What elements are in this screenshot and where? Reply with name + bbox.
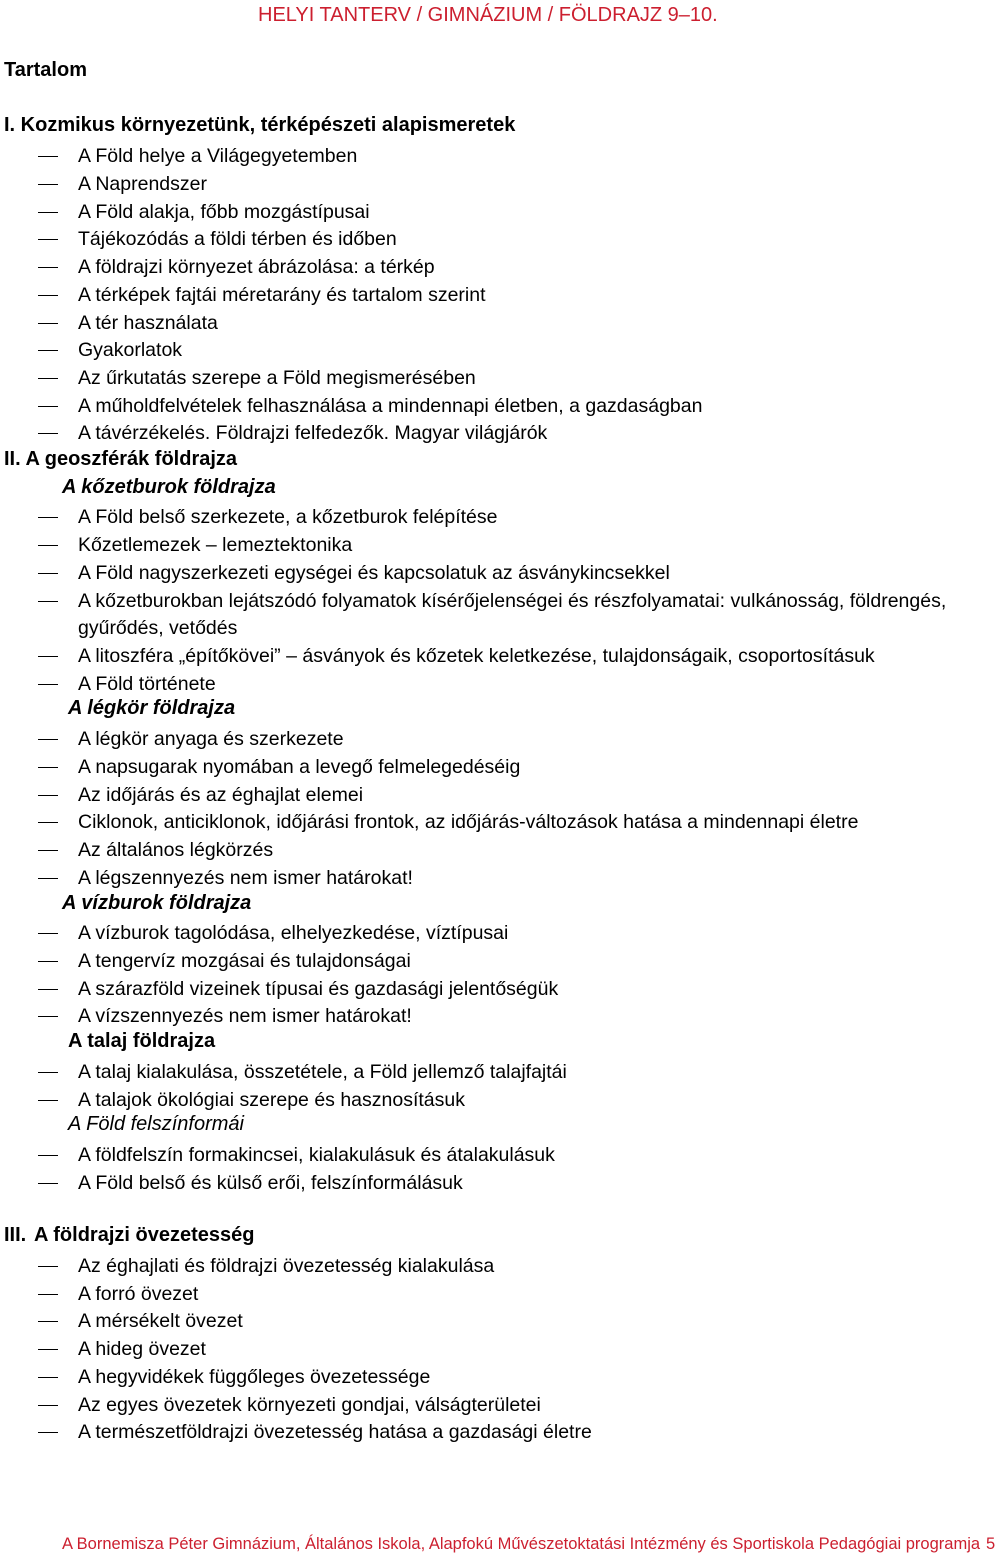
list-item: A szárazföld vizeinek típusai és gazdasági jelentőségük xyxy=(0,975,960,1003)
list-item: Az egyes övezetek környezeti gondjai, válságterületei xyxy=(0,1391,960,1419)
list-item: Az éghajlati és földrajzi övezetesség kialakulása xyxy=(0,1252,960,1280)
list-item: Ciklonok, anticiklonok, időjárási frontok, az időjárás-változások hatása a mindennapi életre xyxy=(0,808,960,836)
section-3-number: III. xyxy=(4,1224,27,1246)
dash-marker xyxy=(38,350,58,351)
dash-marker xyxy=(38,739,58,740)
dash-marker xyxy=(38,1349,58,1350)
list-item: A kőzetburokban lejátszódó folyamatok kísérőjelenségei és részfolyamatai: vulkánosság, földrengés, xyxy=(0,587,960,615)
dash-marker xyxy=(38,1377,58,1378)
list-item: Az űrkutatás szerepe a Föld megismerésében xyxy=(0,364,960,392)
page-footer xyxy=(62,1535,995,1554)
list-item: A Föld helye a Világegyetemben xyxy=(0,142,960,170)
footer-text: A Bornemisza Péter Gimnázium, Általános Iskola, Alapfokú Művészetoktatási Intézmény és Sportiskola Pedagógiai programja xyxy=(62,1535,981,1553)
list-item: A napsugarak nyomában a levegő felmelegedéséig xyxy=(0,753,960,781)
page-number: 5 xyxy=(986,1535,995,1553)
dash-marker xyxy=(38,1294,58,1295)
dash-marker xyxy=(38,822,58,823)
list-item: A vízszennyezés nem ismer határokat! xyxy=(0,1002,960,1030)
list-item: A forró övezet xyxy=(0,1280,960,1308)
dash-marker xyxy=(38,1100,58,1101)
dash-marker xyxy=(38,212,58,213)
dash-marker xyxy=(38,1432,58,1433)
section-3-title: A földrajzi övezetesség xyxy=(34,1224,255,1246)
list-item: Gyakorlatok xyxy=(0,336,960,364)
dash-marker xyxy=(38,989,58,990)
dash-marker xyxy=(38,1321,58,1322)
subsection-title-legkor: A légkör földrajza xyxy=(68,697,236,719)
list-item: A légszennyezés nem ismer határokat! xyxy=(0,864,960,892)
list-item: A légkör anyaga és szerkezete xyxy=(0,725,960,753)
list-item: Az időjárás és az éghajlat elemei xyxy=(0,781,960,809)
dash-marker xyxy=(38,433,58,434)
subsection-title-vizburok: A vízburok földrajza xyxy=(62,892,252,914)
dash-marker xyxy=(38,656,58,657)
subsection-title-kozetburok: A kőzetburok földrajza xyxy=(62,476,276,498)
dash-marker xyxy=(38,601,58,602)
dash-marker xyxy=(38,378,58,379)
list-item: A vízburok tagolódása, elhelyezkedése, víztípusai xyxy=(0,919,960,947)
dash-marker xyxy=(38,684,58,685)
dash-marker xyxy=(38,156,58,157)
dash-marker xyxy=(38,1016,58,1017)
subsection-title-talaj: A talaj földrajza xyxy=(68,1030,216,1052)
dash-marker xyxy=(38,961,58,962)
dash-marker xyxy=(38,1266,58,1267)
dash-marker xyxy=(38,1072,58,1073)
list-item: A Föld alakja, főbb mozgástípusai xyxy=(0,198,960,226)
list-item: A Föld belső szerkezete, a kőzetburok felépítése xyxy=(0,503,960,531)
list-item: A természetföldrajzi övezetesség hatása a gazdasági életre xyxy=(0,1418,960,1446)
list-item: A hegyvidékek függőleges övezetessége xyxy=(0,1363,960,1391)
list-item: A Naprendszer xyxy=(0,170,960,198)
section-1-title: I. Kozmikus környezetünk, térképészeti alapismeretek xyxy=(4,114,516,136)
toc-title: Tartalom xyxy=(4,59,87,81)
list-item-continuation: gyűrődés, vetődés xyxy=(78,617,238,639)
list-item: A földrajzi környezet ábrázolása: a térkép xyxy=(0,253,960,281)
subsection-title-felszin: A Föld felszínformái xyxy=(68,1113,244,1135)
list-item: A tér használata xyxy=(0,309,960,337)
dash-marker xyxy=(38,795,58,796)
page-header: HELYI TANTERV / GIMNÁZIUM / FÖLDRAJZ 9–10. xyxy=(258,4,718,26)
list-item: A mérsékelt övezet xyxy=(0,1307,960,1335)
list-item: A litoszféra „építőkövei” – ásványok és kőzetek keletkezése, tulajdonságaik, csoportosításuk xyxy=(0,642,960,670)
list-item: A tengervíz mozgásai és tulajdonságai xyxy=(0,947,960,975)
dash-marker xyxy=(38,850,58,851)
dash-marker xyxy=(38,239,58,240)
dash-marker xyxy=(38,406,58,407)
list-item: A talaj kialakulása, összetétele, a Föld jellemző talajfajtái xyxy=(0,1058,960,1086)
list-item: A talajok ökológiai szerepe és hasznosításuk xyxy=(0,1086,960,1114)
dash-marker xyxy=(38,545,58,546)
list-item: Kőzetlemezek – lemeztektonika xyxy=(0,531,960,559)
dash-marker xyxy=(38,267,58,268)
list-item: A földfelszín formakincsei, kialakulásuk és átalakulásuk xyxy=(0,1141,960,1169)
list-item: A távérzékelés. Földrajzi felfedezők. Magyar világjárók xyxy=(0,419,960,447)
dash-marker xyxy=(38,767,58,768)
dash-marker xyxy=(38,323,58,324)
list-item: A Föld története xyxy=(0,670,960,698)
list-item: Az általános légkörzés xyxy=(0,836,960,864)
dash-marker xyxy=(38,184,58,185)
dash-marker xyxy=(38,573,58,574)
list-item: A műholdfelvételek felhasználása a mindennapi életben, a gazdaságban xyxy=(0,392,960,420)
dash-marker xyxy=(38,1405,58,1406)
list-item: A Föld belső és külső erői, felszínformálásuk xyxy=(0,1169,960,1197)
section-2-title: II. A geoszférák földrajza xyxy=(4,448,238,470)
dash-marker xyxy=(38,517,58,518)
dash-marker xyxy=(38,295,58,296)
dash-marker xyxy=(38,933,58,934)
dash-marker xyxy=(38,1155,58,1156)
list-item: A Föld nagyszerkezeti egységei és kapcsolatuk az ásványkincsekkel xyxy=(0,559,960,587)
dash-marker xyxy=(38,878,58,879)
list-item: Tájékozódás a földi térben és időben xyxy=(0,225,960,253)
list-item: A térképek fajtái méretarány és tartalom szerint xyxy=(0,281,960,309)
list-item: A hideg övezet xyxy=(0,1335,960,1363)
dash-marker xyxy=(38,1183,58,1184)
